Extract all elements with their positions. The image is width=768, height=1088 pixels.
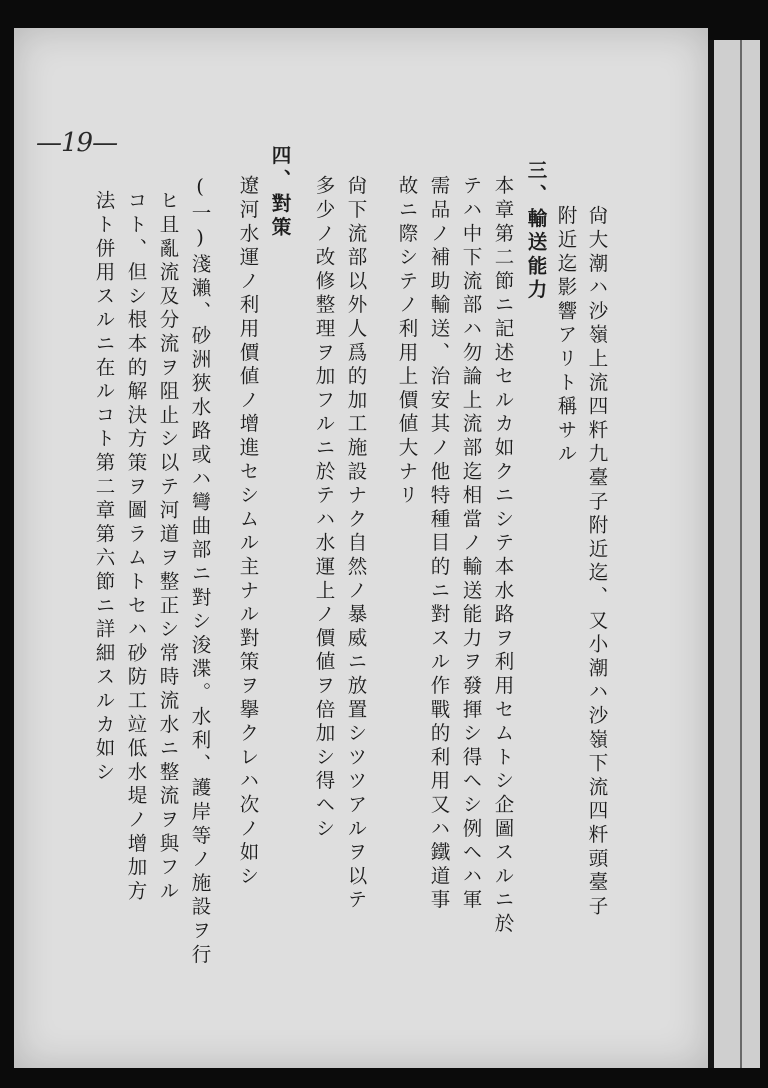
text-column-14: コト、但シ根本的解決方策ヲ圖ラムトセハ砂防工竝低水堤ノ增加方 bbox=[124, 190, 148, 904]
text-column-12: (一)淺瀨、砂洲狹水路或ハ彎曲部ニ對シ浚渫。水利、護岸等ノ施設ヲ行 bbox=[188, 175, 212, 968]
text-column-8: 尙下流部以外人爲的加工施設ナク自然ノ暴威ニ放置シツツアルヲ以テ bbox=[344, 175, 368, 913]
section-heading-4: 四、對策 bbox=[268, 145, 292, 241]
text-column-7: 故ニ際シテノ利用上價値大ナリ bbox=[395, 175, 419, 509]
page-number: —19— bbox=[36, 128, 118, 158]
text-column-4: 本章第二節ニ記述セルカ如クニシテ本水路ヲ利用セムトシ企圖スルニ於 bbox=[491, 175, 515, 937]
section-heading-3: 三、輸送能力 bbox=[524, 160, 548, 303]
text-column-9: 多少ノ改修整理ヲ加フルニ於テハ水運上ノ價値ヲ倍加シ得ヘシ bbox=[312, 175, 336, 842]
text-column-11: 遼河水運ノ利用價値ノ增進セシムル主ナル對策ヲ擧クレハ次ノ如シ bbox=[236, 175, 260, 889]
text-column-15: 法ト併用スルニ在ルコト第二章第六節ニ詳細スルカ如シ bbox=[92, 190, 116, 785]
text-column-2: 附近迄影響アリト稱サル bbox=[554, 205, 578, 467]
page-edge bbox=[708, 40, 760, 1068]
text-column-13: ヒ且亂流及分流ヲ阻止シ以テ河道ヲ整正シ常時流水ニ整流ヲ與フル bbox=[156, 190, 180, 904]
text-column-6: 需品ノ補助輸送、治安其ノ他特種目的ニ對スル作戰的利用又ハ鐵道事 bbox=[427, 175, 451, 913]
text-column-1: 尙大潮ハ沙嶺上流四粁九臺子附近迄、又小潮ハ沙嶺下流四粁頭臺子 bbox=[585, 205, 609, 919]
text-column-5: テハ中下流部ハ勿論上流部迄相當ノ輸送能力ヲ發揮シ得ヘシ例ヘハ軍 bbox=[459, 175, 483, 913]
page-edge-line bbox=[740, 40, 742, 1068]
